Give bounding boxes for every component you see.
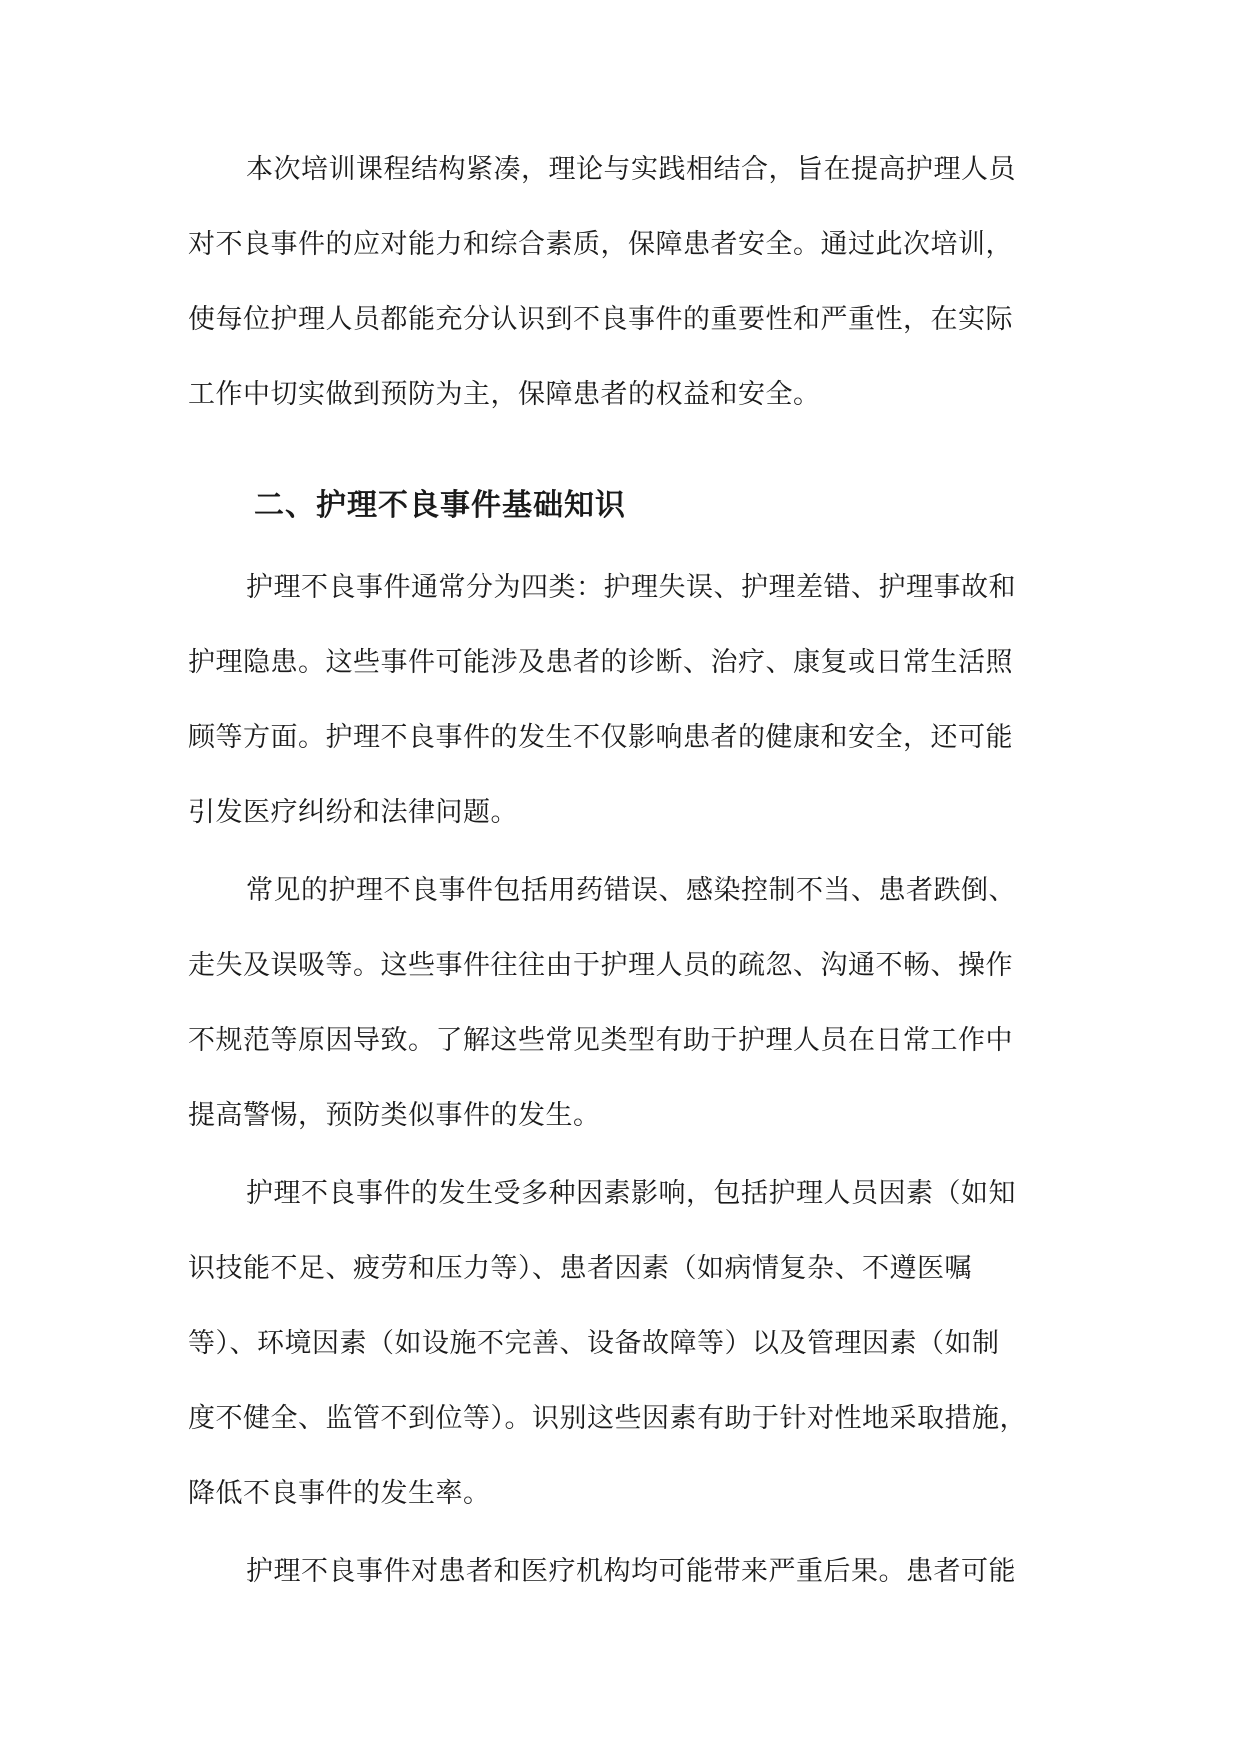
paragraph-line: 识技能不足、疲劳和压力等）、患者因素（如病情复杂、不遵医嘱 <box>188 1253 972 1284</box>
paragraph-line: 引发医疗纠纷和法律问题。 <box>188 797 518 828</box>
paragraph-line: 工作中切实做到预防为主，保障患者的权益和安全。 <box>188 379 821 410</box>
paragraph-line: 常见的护理不良事件包括用药错误、感染控制不当、患者跌倒、 <box>246 875 1016 906</box>
paragraph-line: 不规范等原因导致。了解这些常见类型有助于护理人员在日常工作中 <box>188 1025 1013 1056</box>
paragraph-line: 降低不良事件的发生率。 <box>188 1478 491 1509</box>
paragraph-line: 护理不良事件的发生受多种因素影响，包括护理人员因素（如知 <box>246 1178 1016 1209</box>
paragraph-line: 护理不良事件对患者和医疗机构均可能带来严重后果。患者可能 <box>246 1556 1016 1587</box>
paragraph-line: 顾等方面。护理不良事件的发生不仅影响患者的健康和安全，还可能 <box>188 722 1013 753</box>
paragraph-line: 度不健全、监管不到位等）。识别这些因素有助于针对性地采取措施， <box>188 1403 1027 1434</box>
paragraph-line: 提高警惕，预防类似事件的发生。 <box>188 1100 601 1131</box>
paragraph-line: 使每位护理人员都能充分认识到不良事件的重要性和严重性，在实际 <box>188 304 1013 335</box>
paragraph-line: 护理隐患。这些事件可能涉及患者的诊断、治疗、康复或日常生活照 <box>188 647 1013 678</box>
section-heading: 二、护理不良事件基础知识 <box>254 488 626 523</box>
paragraph-line: 对不良事件的应对能力和综合素质，保障患者安全。通过此次培训， <box>188 229 1013 260</box>
paragraph-line: 本次培训课程结构紧凑，理论与实践相结合，旨在提高护理人员 <box>246 154 1016 185</box>
paragraph-line: 护理不良事件通常分为四类：护理失误、护理差错、护理事故和 <box>246 572 1016 603</box>
paragraph-line: 走失及误吸等。这些事件往往由于护理人员的疏忽、沟通不畅、操作 <box>188 950 1013 981</box>
paragraph-line: 等）、环境因素（如设施不完善、设备故障等）以及管理因素（如制 <box>188 1328 1000 1359</box>
